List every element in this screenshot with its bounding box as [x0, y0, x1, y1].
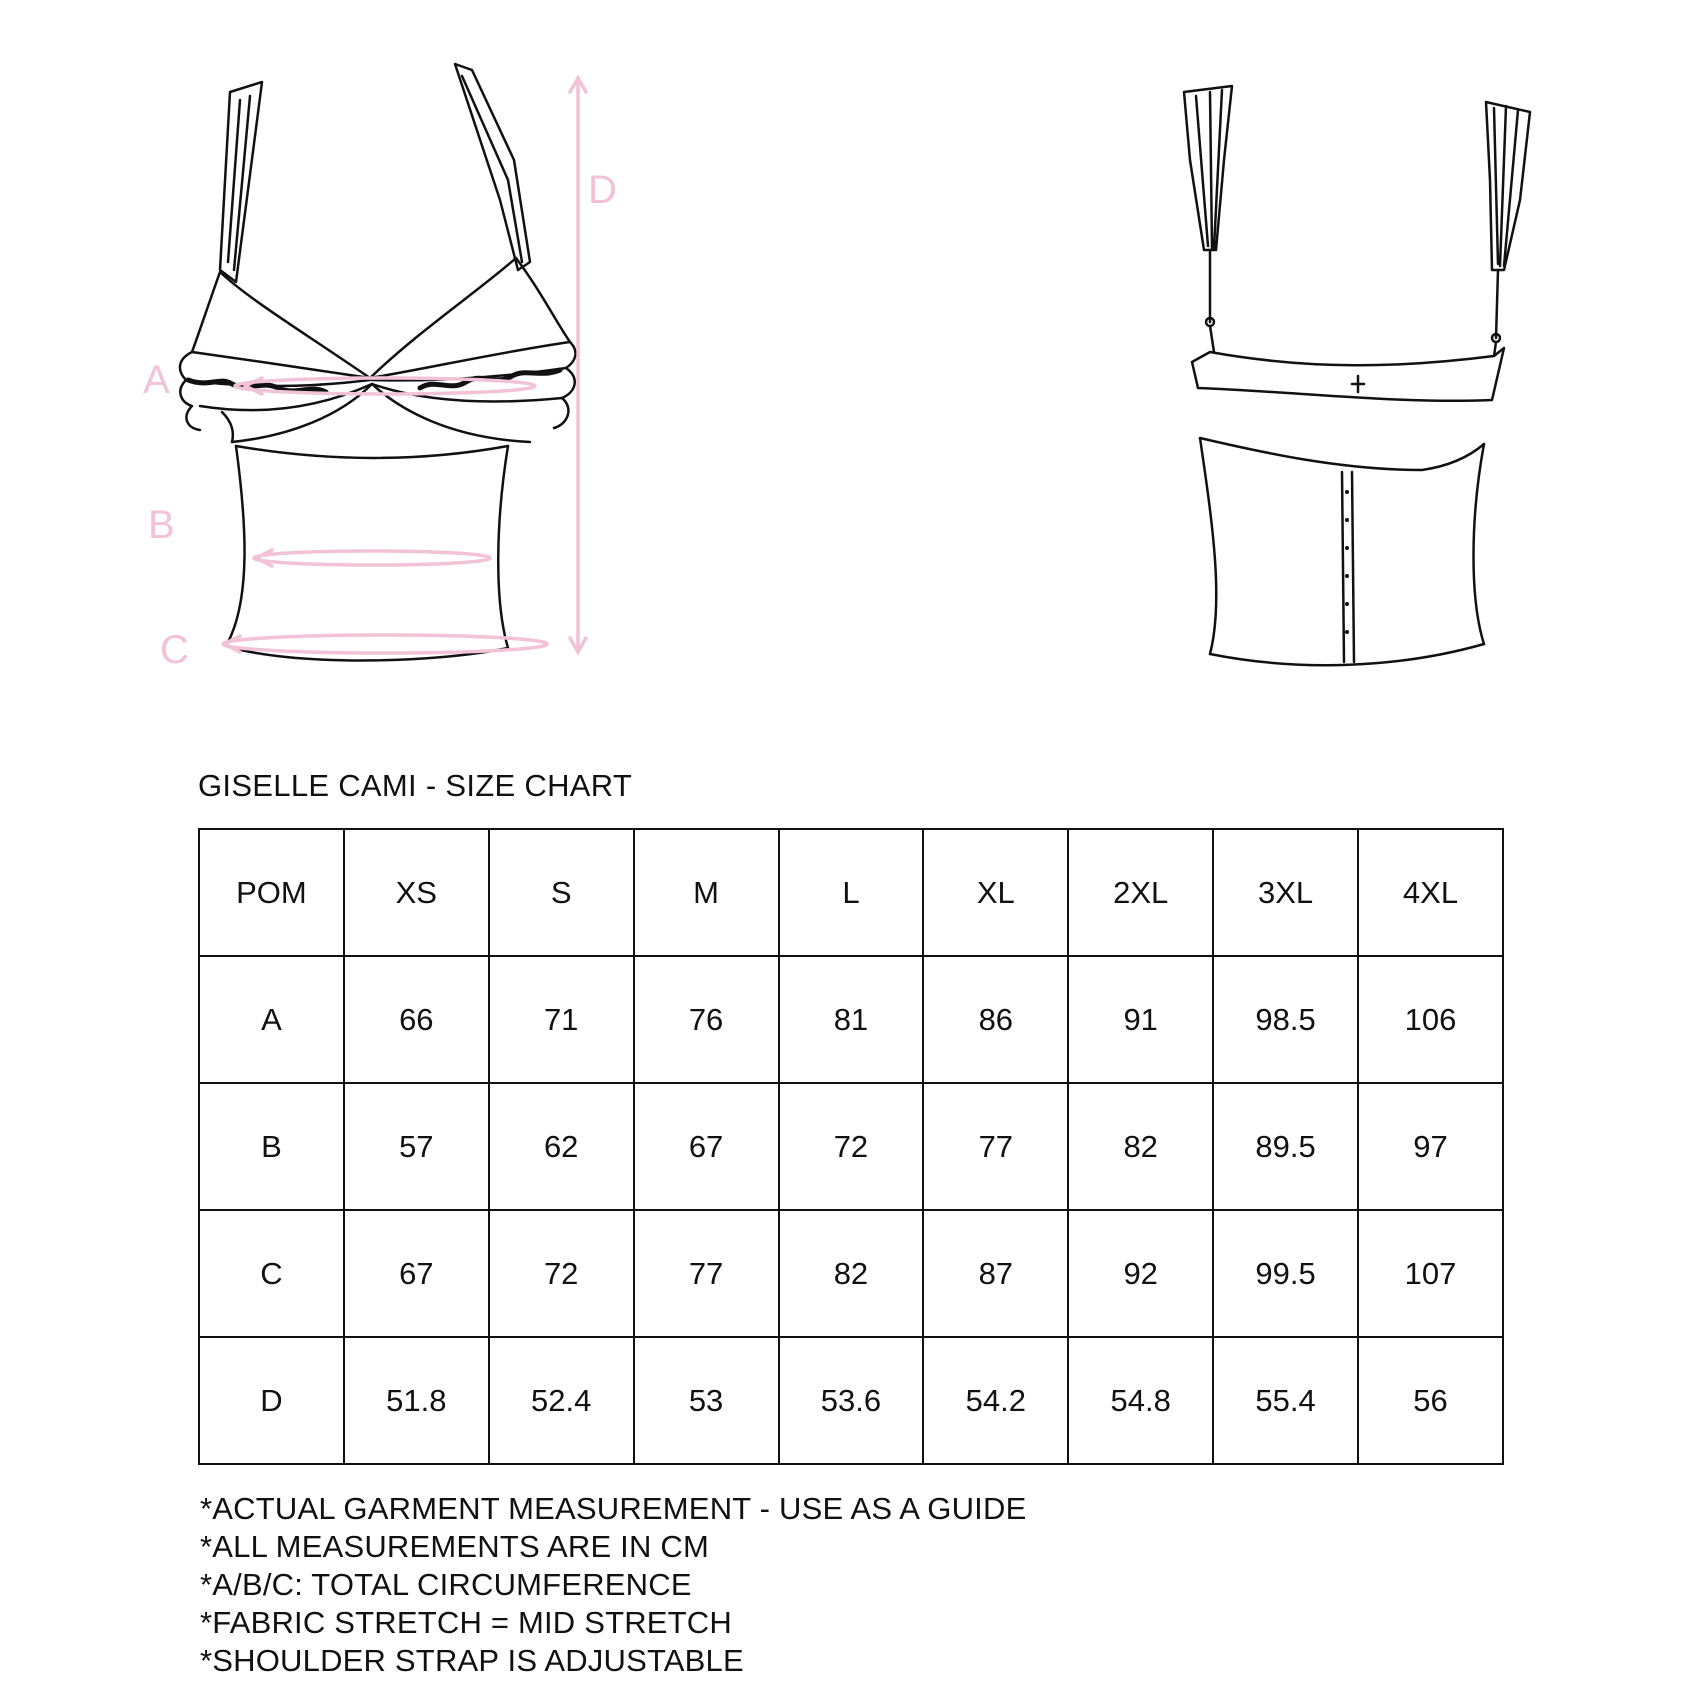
front-garment-outline: [180, 64, 576, 661]
table-cell: 99.5: [1213, 1210, 1358, 1337]
note-line: *SHOULDER STRAP IS ADJUSTABLE: [200, 1643, 744, 1678]
table-cell: 67: [634, 1083, 779, 1210]
table-cell: 82: [779, 1210, 924, 1337]
table-header-cell: POM: [199, 829, 344, 956]
measure-line-b: [254, 551, 490, 565]
table-cell: 86: [923, 956, 1068, 1083]
size-notes: [200, 1490, 1026, 1680]
table-cell: 54.8: [1068, 1337, 1213, 1464]
front-view-illustration: [0, 0, 700, 700]
table-cell: 77: [923, 1083, 1068, 1210]
table-header-cell: M: [634, 829, 779, 956]
table-cell: 72: [779, 1083, 924, 1210]
table-cell: 67: [344, 1210, 489, 1337]
table-header-row: [199, 829, 1503, 956]
table-cell: 53: [634, 1337, 779, 1464]
table-cell: 76: [634, 956, 779, 1083]
pom-cell: B: [199, 1083, 344, 1210]
note-line: *A/B/C: TOTAL CIRCUMFERENCE: [200, 1567, 692, 1602]
table-cell: 98.5: [1213, 956, 1358, 1083]
measure-line-c: [223, 635, 547, 653]
pom-cell: C: [199, 1210, 344, 1337]
table-cell: 51.8: [344, 1337, 489, 1464]
table-cell: 91: [1068, 956, 1213, 1083]
table-cell: 81: [779, 956, 924, 1083]
size-chart-title: GISELLE CAMI - SIZE CHART: [198, 768, 633, 803]
dimension-label-d: D: [588, 168, 617, 212]
table-header-cell: 3XL: [1213, 829, 1358, 956]
table-header-cell: XS: [344, 829, 489, 956]
table-header-cell: XL: [923, 829, 1068, 956]
dimension-label-a: A: [143, 358, 170, 402]
table-cell: 53.6: [779, 1337, 924, 1464]
table-cell: 57: [344, 1083, 489, 1210]
pom-cell: D: [199, 1337, 344, 1464]
table-row: [199, 1337, 1503, 1464]
table-header-cell: 4XL: [1358, 829, 1503, 956]
table-cell: 106: [1358, 956, 1503, 1083]
pom-cell: A: [199, 956, 344, 1083]
table-cell: 107: [1358, 1210, 1503, 1337]
table-cell: 62: [489, 1083, 634, 1210]
table-header-cell: L: [779, 829, 924, 956]
table-cell: 66: [344, 956, 489, 1083]
note-line: *ALL MEASUREMENTS ARE IN CM: [200, 1529, 709, 1564]
table-header-cell: S: [489, 829, 634, 956]
table-cell: 89.5: [1213, 1083, 1358, 1210]
table-cell: 87: [923, 1210, 1068, 1337]
table-cell: 56: [1358, 1337, 1503, 1464]
note-line: *FABRIC STRETCH = MID STRETCH: [200, 1605, 732, 1640]
table-cell: 72: [489, 1210, 634, 1337]
size-chart-table: [198, 828, 1504, 1465]
table-cell: 77: [634, 1210, 779, 1337]
table-cell: 55.4: [1213, 1337, 1358, 1464]
table-cell: 82: [1068, 1083, 1213, 1210]
table-cell: 71: [489, 956, 634, 1083]
note-line: *ACTUAL GARMENT MEASUREMENT - USE AS A GUIDE: [200, 1491, 1027, 1526]
dimension-label-b: B: [148, 503, 175, 547]
table-cell: 54.2: [923, 1337, 1068, 1464]
table-header-cell: 2XL: [1068, 829, 1213, 956]
table-cell: 92: [1068, 1210, 1213, 1337]
table-row: [199, 1083, 1503, 1210]
table-cell: 52.4: [489, 1337, 634, 1464]
table-cell: 97: [1358, 1083, 1503, 1210]
table-row: [199, 1210, 1503, 1337]
back-garment-outline: [1184, 86, 1530, 665]
dimension-label-c: C: [160, 628, 189, 672]
table-row: [199, 956, 1503, 1083]
